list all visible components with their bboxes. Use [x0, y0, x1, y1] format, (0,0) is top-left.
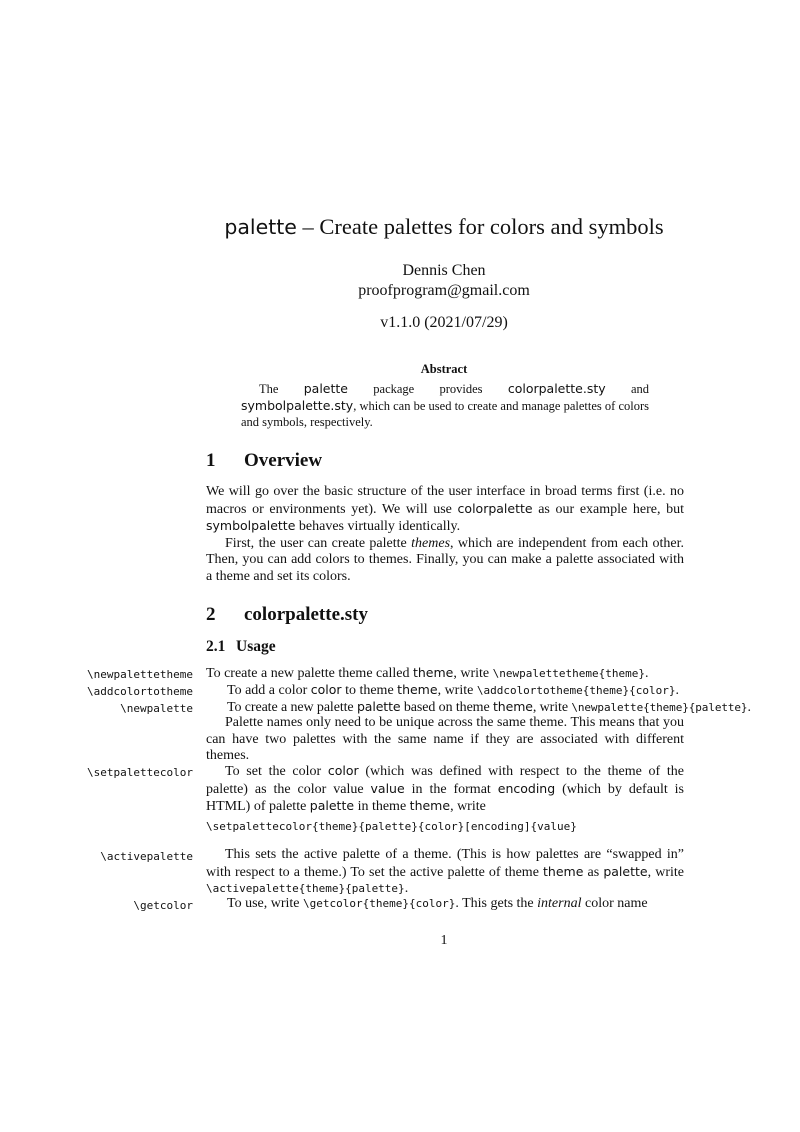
text: This sets the active palette of a theme. (This is how palettes are “swapped in” with respect to a theme.) To set the active palette of theme	[206, 847, 684, 880]
argument: palette	[603, 863, 648, 879]
text: To set the color	[225, 764, 328, 779]
paragraph	[206, 536, 684, 586]
margin-macro-getcolor: \getcolor	[133, 899, 193, 912]
margin-macro-newpalettetheme: \newpalettetheme	[87, 668, 193, 681]
text: to theme	[341, 683, 398, 698]
text: To use, write	[227, 896, 304, 911]
abstract-text: and	[605, 382, 649, 396]
usage-line	[227, 896, 648, 912]
usage-paragraph	[206, 715, 684, 765]
text: .	[675, 683, 680, 698]
code: \addcolortotheme{theme}{color}	[476, 684, 676, 697]
abstract-file: colorpalette.sty	[507, 381, 606, 396]
text: as	[583, 864, 604, 880]
subsection-title: Usage	[236, 638, 276, 655]
abstract-text: package provides	[347, 382, 508, 396]
emphasis: themes	[411, 535, 451, 551]
argument: theme	[397, 682, 438, 697]
section-1-heading	[206, 450, 322, 472]
code-block: \setpalettecolor{theme}{palette}{color}[encoding]{value}	[206, 820, 577, 833]
package-name: colorpalette	[457, 500, 533, 516]
text: To create a new palette	[227, 700, 357, 715]
section-2-heading	[206, 604, 368, 626]
abstract-package: palette	[303, 381, 348, 396]
text: To create a new palette theme called	[206, 666, 413, 681]
emphasis: internal	[537, 896, 582, 911]
margin-macro-addcolortotheme: \addcolortotheme	[87, 685, 193, 698]
page-number: 1	[440, 933, 448, 948]
argument: theme	[409, 798, 451, 813]
text: We will go over the basic structure of the user interface in broad terms first (i.e. no macros or environments yet). We will use	[206, 484, 684, 517]
author-email: proofprogram@gmail.com	[358, 282, 530, 299]
section-title: Overview	[244, 450, 323, 471]
text: (which was defined with respect to the theme of the palette) as the color value	[206, 764, 685, 797]
usage-paragraph	[206, 847, 684, 898]
code: \newpalettetheme{theme}	[492, 667, 645, 680]
abstract-text: , which can be used to create and manage palettes of colors and symbols, respectively.	[241, 398, 649, 429]
paragraph: Palette names only need to be unique across the same theme. This means that you can have two palettes with the same name if they are associated with different themes.	[206, 715, 684, 763]
text: .	[747, 700, 751, 715]
section-number: 2	[206, 604, 216, 625]
text: as our example here, but	[532, 501, 684, 517]
usage-line	[227, 682, 679, 699]
abstract-file: symbolpalette.sty	[241, 397, 354, 413]
paragraph	[206, 763, 684, 816]
code: \activepalette{theme}{palette}	[206, 882, 405, 895]
text: based on theme	[400, 700, 493, 715]
subsection-2-1-heading	[206, 638, 276, 656]
text: .	[644, 666, 649, 681]
text: First, the user can create palette	[225, 535, 412, 551]
usage-line	[227, 699, 751, 716]
section-1-body	[206, 484, 684, 585]
argument: color	[310, 682, 342, 697]
argument: encoding	[497, 780, 556, 796]
author: Dennis Chen	[402, 262, 486, 279]
title-package-name: palette	[224, 215, 297, 239]
abstract-heading: Abstract	[420, 362, 468, 376]
margin-macro-setpalettecolor: \setpalettecolor	[87, 766, 193, 779]
text: (which by default is HTML) of palette	[206, 781, 684, 814]
abstract-body	[241, 381, 649, 431]
title-rest: – Create palettes for colors and symbols	[296, 214, 664, 239]
text: , write	[532, 700, 572, 715]
text: in the format	[404, 781, 498, 797]
argument: theme	[492, 699, 533, 714]
margin-macro-activepalette: \activepalette	[100, 850, 193, 863]
text: behaves virtually identically.	[295, 519, 461, 534]
paragraph	[206, 484, 684, 536]
text: , write	[453, 666, 493, 681]
paragraph	[206, 847, 684, 898]
text: . This gets the	[455, 896, 538, 911]
usage-paragraph	[206, 763, 684, 816]
section-number: 1	[206, 450, 216, 471]
text: .	[404, 881, 409, 896]
code: \newpalette{theme}{palette}	[571, 701, 748, 714]
text: To add a color	[227, 683, 311, 698]
section-title: colorpalette.sty	[244, 604, 368, 625]
usage-line	[206, 665, 648, 682]
argument: theme	[412, 665, 454, 680]
abstract-text: The	[259, 382, 304, 396]
code: \getcolor{theme}{color}	[303, 897, 456, 910]
text: , write	[437, 683, 477, 698]
text: color name	[581, 896, 648, 911]
version: v1.1.0 (2021/07/29)	[380, 314, 508, 331]
margin-macro-newpalette: \newpalette	[120, 702, 193, 715]
text: , write	[647, 864, 684, 880]
argument: color	[327, 763, 359, 778]
argument: palette	[309, 798, 355, 813]
text: in theme	[354, 799, 410, 814]
package-name: symbolpalette	[206, 518, 296, 533]
argument: palette	[356, 699, 401, 714]
argument: value	[370, 780, 405, 796]
document-title	[0, 214, 800, 240]
subsection-number: 2.1	[206, 638, 226, 655]
text: , which are independent from each other. Then, you can add colors to themes. Finally, you can make a palette associated with a theme and set its colors.	[206, 535, 684, 584]
argument: theme	[543, 863, 584, 879]
text: , write	[450, 799, 486, 814]
